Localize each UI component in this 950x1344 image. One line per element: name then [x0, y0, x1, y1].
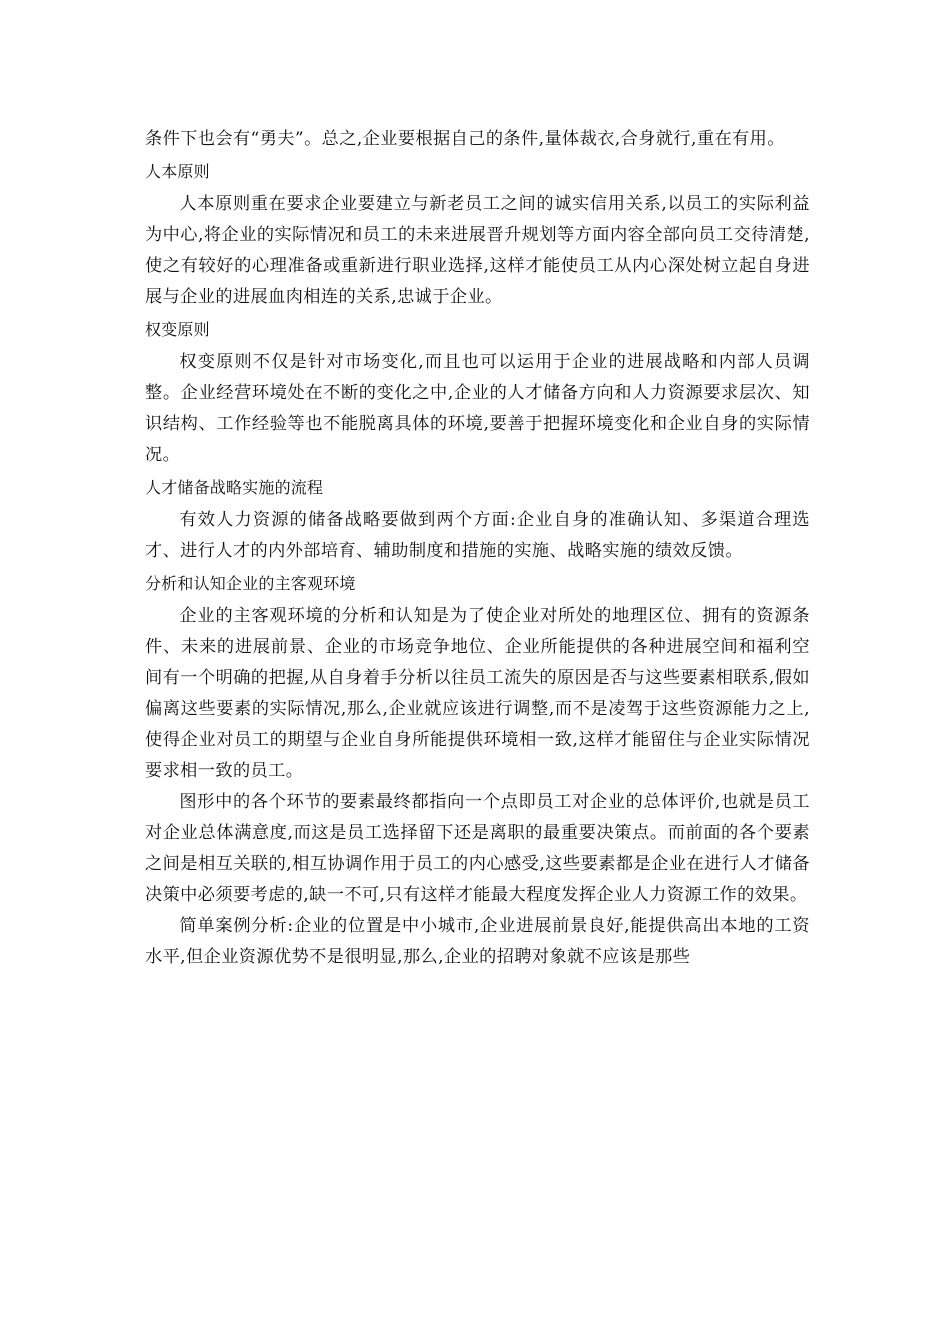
heading-quanbian-principle: 权变原则 — [145, 320, 210, 339]
heading-environment-analysis: 分析和认知企业的主客观环境 — [145, 574, 356, 593]
paragraph-renben-principle: 人本原则重在要求企业要建立与新老员工之间的诚实信用关系,以员工的实际利益为中心,将企业的实际情况和员工的未来进展晋升规划等方面内容全部向员工交待清楚,使之有较好的心理准备或重新进行职业选择,这样才能使员工从内心深处树立起自身进展与企业的进展血肉相连的关系,忠诚于企业。 — [145, 194, 810, 307]
paragraph-environment-analysis: 企业的主客观环境的分析和认知是为了使企业对所处的地理区位、拥有的资源条件、未来的进展前景、企业的市场竞争地位、企业所能提供的各种进展空间和福利空间有一个明确的把握,从自身着手分析以往员工流失的原因是否与这些要素相联系,假如偏离这些要素的实际情况,那么,企业就应该进行调整,而不是凌驾于这些资源能力之上,使得企业对员工的期望与企业自身所能提供环境相一致,这样才能留住与企业实际情况要求相一致的员工。 — [145, 606, 810, 781]
heading-strategy-process: 人才储备战略实施的流程 — [145, 478, 324, 497]
paragraph-case-analysis: 简单案例分析:企业的位置是中小城市,企业进展前景良好,能提供高出本地的工资水平,但企业资源优势不是很明显,那么,企业的招聘对象就不应该是那些 — [145, 916, 810, 967]
document-page — [145, 124, 810, 973]
paragraph-figure-elements: 图形中的各个环节的要素最终都指向一个点即员工对企业的总体评价,也就是员工对企业总体满意度,而这是员工选择留下还是离职的最重要决策点。而前面的各个要素之间是相互关联的,相互协调作用于员工的内心感受,这些要素都是企业在进行人才储备决策中必须要考虑的,缺一不可,只有这样才能最大程度发挥企业人力资源工作的效果。 — [145, 792, 810, 905]
paragraph-intro: 条件下也会有“勇夫”。总之,企业要根据自己的条件,量体裁衣,合身就行,重在有用。 — [145, 129, 785, 149]
heading-renben-principle: 人本原则 — [145, 162, 210, 181]
paragraph-quanbian-principle: 权变原则不仅是针对市场变化,而且也可以运用于企业的进展战略和内部人员调整。企业经营环境处在不断的变化之中,企业的人才储备方向和人力资源要求层次、知识结构、工作经验等也不能脱离具体的环境,要善于把握环境变化和企业自身的实际情况。 — [145, 352, 810, 465]
paragraph-strategy-process: 有效人力资源的储备战略要做到两个方面:企业自身的准确认知、多渠道合理选才、进行人才的内外部培育、辅助制度和措施的实施、战略实施的绩效反馈。 — [145, 510, 810, 561]
